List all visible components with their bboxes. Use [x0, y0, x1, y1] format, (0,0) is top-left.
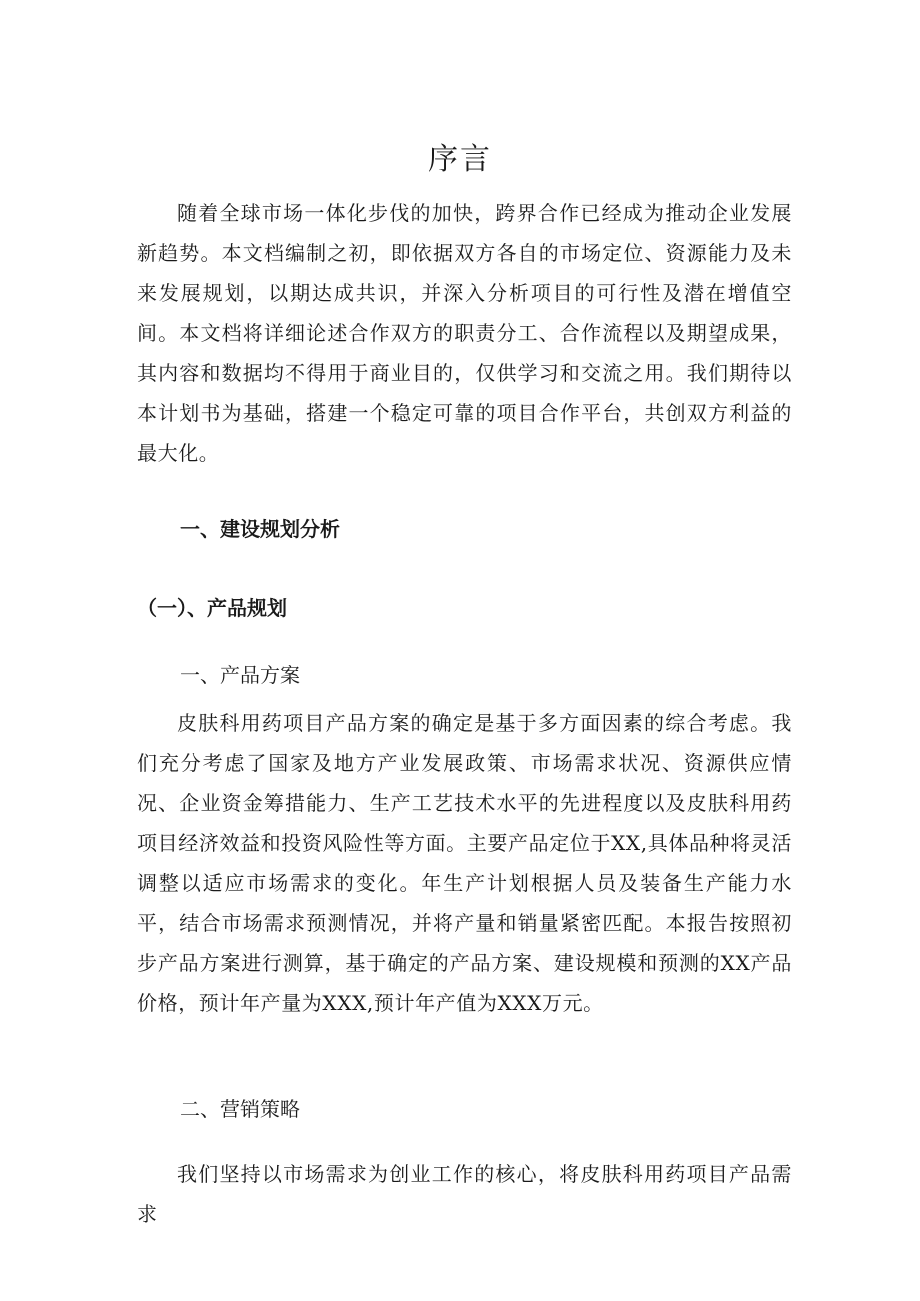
marketing-strategy-paragraph: 我们坚持以市场需求为创业工作的核心，将皮肤科用药项目产品需求: [137, 1162, 792, 1226]
item-heading-product-scheme: 一、产品方案: [180, 663, 300, 687]
section-heading-construction-planning: 一、建设规划分析: [180, 517, 340, 541]
page-title: 序言: [428, 142, 492, 178]
intro-paragraph: 随着全球市场一体化步伐的加快，跨界合作已经成为推动企业发展新趋势。本文档编制之初，即依据双方各自的市场定位、资源能力及未来发展规划，以期达成共识，并深入分析项目的可行性及潜在增值空间。本文档将详细论述合作双方的职责分工、合作流程以及期望成果，其内容和数据均不得用于商业目的，仅供学习和交流之用。我们期待以本计划书为基础，搭建一个稳定可靠的项目合作平台，共创双方利益的最大化。: [137, 201, 792, 465]
subsection-heading-product-planning: （一）、产品规划: [137, 596, 287, 620]
item-heading-marketing-strategy: 二、营销策略: [180, 1097, 300, 1121]
product-scheme-paragraph: 皮肤科用药项目产品方案的确定是基于多方面因素的综合考虑。我们充分考虑了国家及地方产业发展政策、市场需求状况、资源供应情况、企业资金筹措能力、生产工艺技术水平的先进程度以及皮肤科用药项目经济效益和投资风险性等方面。主要产品定位于XX,具体品种将灵活调整以适应市场需求的变化。年生产计划根据人员及装备生产能力水平，结合市场需求预测情况，并将产量和销量紧密匹配。本报告按照初步产品方案进行测算，基于确定的产品方案、建设规模和预测的XX产品价格，预计年产量为XXX,预计年产值为XXX万元。: [137, 711, 792, 1015]
